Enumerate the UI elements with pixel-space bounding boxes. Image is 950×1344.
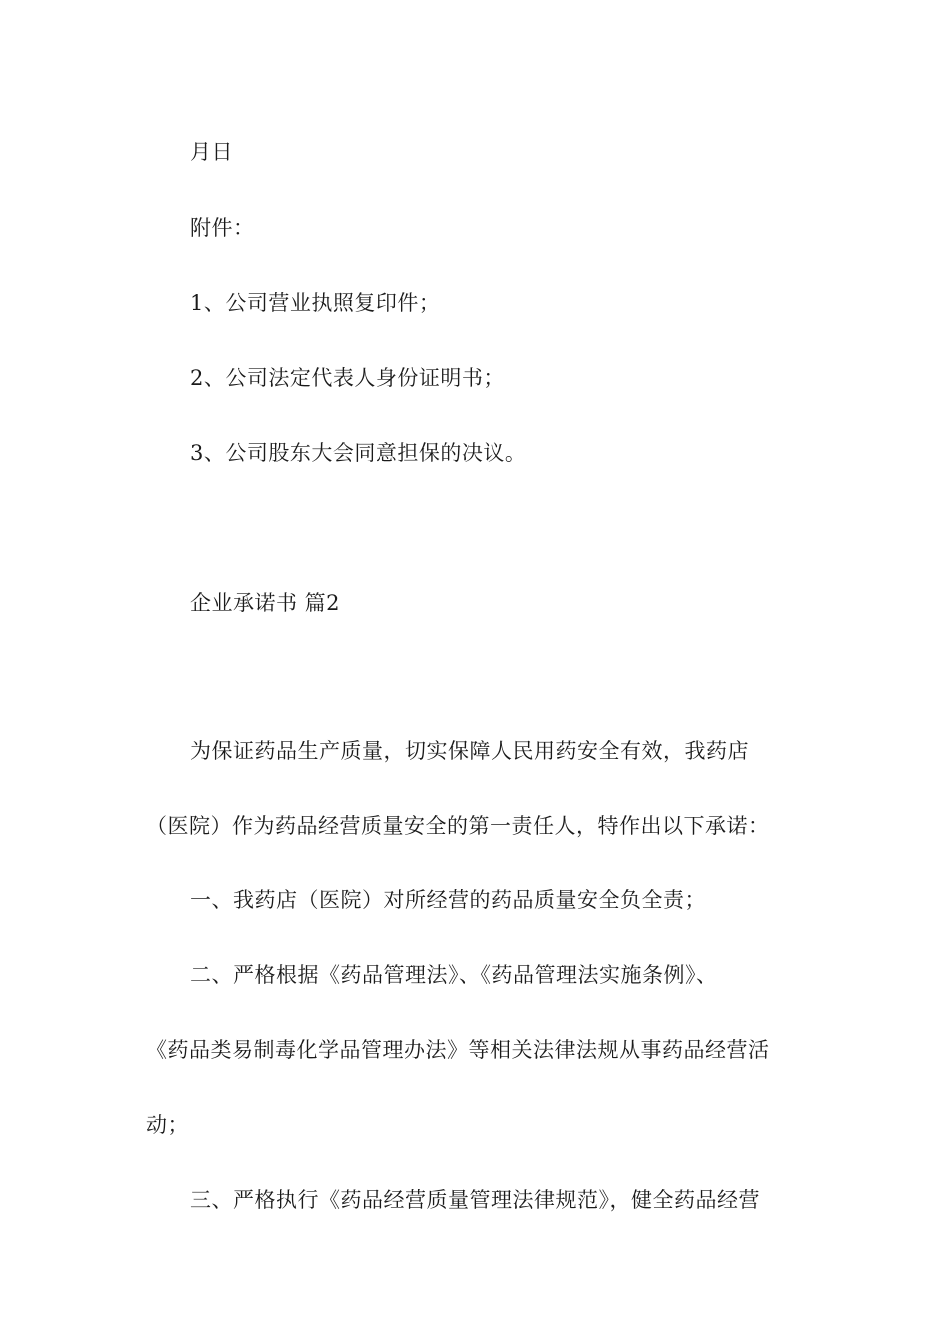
body-line: （医院）作为药品经营质量安全的第一责任人，特作出以下承诺： (146, 814, 770, 838)
body-line: 三、严格执行《药品经营质量管理法律规范》，健全药品经营 (190, 1188, 760, 1212)
attachment-item: 3、公司股东大会同意担保的决议。 (190, 441, 527, 465)
body-line: 动； (146, 1113, 189, 1137)
body-line: 《药品类易制毒化学品管理办法》等相关法律法规从事药品经营活 (146, 1038, 770, 1062)
body-line: 二、严格根据《药品管理法》、《药品管理法实施条例》、 (190, 963, 718, 987)
section-heading: 企业承诺书 篇2 (190, 591, 341, 615)
body-line: 一、我药店（医院）对所经营的药品质量安全负全责； (190, 888, 706, 912)
attachment-item: 2、公司法定代表人身份证明书； (190, 366, 505, 390)
attachment-item: 1、公司营业执照复印件； (190, 291, 441, 315)
attachments-label: 附件： (190, 216, 255, 240)
body-line: 为保证药品生产质量，切实保障人民用药安全有效，我药店 (190, 739, 749, 763)
date-line: 月日 (190, 140, 233, 164)
